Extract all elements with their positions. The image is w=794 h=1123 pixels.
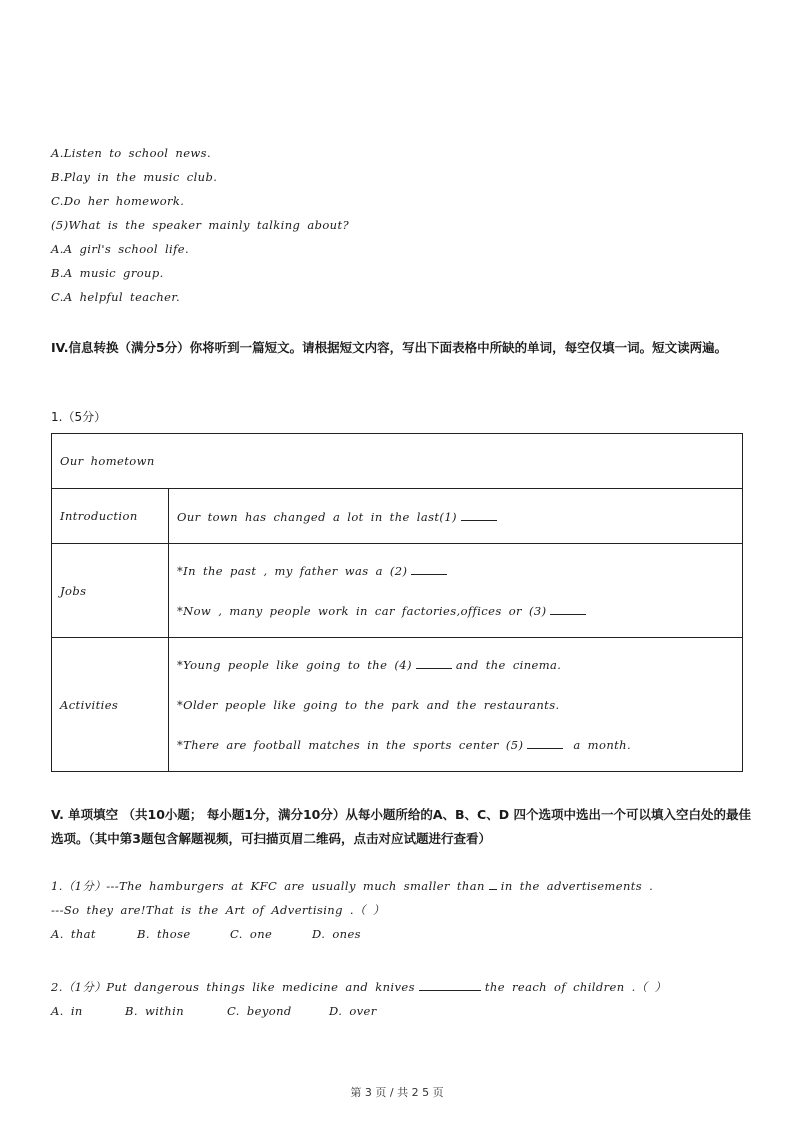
introduction-label: Introduction xyxy=(52,489,169,544)
mcq-2-option-b[interactable]: B. within xyxy=(125,1004,184,1018)
blank-3[interactable] xyxy=(550,602,586,615)
q5-option-b: B.A music group. xyxy=(51,266,164,280)
jobs-label: Jobs xyxy=(52,544,169,638)
page-footer: 第 3 页 / 共 2 5 页 xyxy=(350,1086,444,1099)
mcq-1-option-d[interactable]: D. ones xyxy=(312,927,361,941)
jobs-line-2-text: *Now , many people work in car factories,offices or (3) xyxy=(177,603,547,618)
mcq-2-option-c[interactable]: C. beyond xyxy=(227,1004,292,1018)
mcq-1-option-c[interactable]: C. one xyxy=(230,927,273,941)
jobs-line-1 xyxy=(177,551,734,591)
blank-4[interactable] xyxy=(416,656,452,669)
jobs-line-1-text: *In the past , my father was a (2) xyxy=(177,563,408,578)
activities-line-1-end: and the cinema. xyxy=(455,657,562,672)
mcq-2-line-1 xyxy=(51,978,667,995)
introduction-cell xyxy=(169,489,743,544)
option-a-prev: A.Listen to school news. xyxy=(51,146,212,160)
mcq-2-stem: 2.（1分）Put dangerous things like medicine and knives xyxy=(51,980,415,994)
section-4-question-label: 1.（5分） xyxy=(51,410,107,424)
blank-5[interactable] xyxy=(527,736,563,749)
activities-line-1 xyxy=(177,645,734,685)
q5-option-a: A.A girl's school life. xyxy=(51,242,190,256)
jobs-line-2 xyxy=(177,591,734,631)
section-4-heading: IV.信息转换（满分5分）你将听到一篇短文。请根据短文内容，写出下面表格中所缺的单词，每空仅填一词。短文读两遍。 xyxy=(51,340,728,355)
q5-option-c: C.A helpful teacher. xyxy=(51,290,181,304)
jobs-cell xyxy=(169,544,743,638)
activities-line-2 xyxy=(177,685,734,725)
option-c-prev: C.Do her homework. xyxy=(51,194,185,208)
mcq-2-stem-end: the reach of children .（ ） xyxy=(484,980,667,994)
activities-label: Activities xyxy=(52,638,169,772)
blank-2[interactable] xyxy=(411,562,447,575)
activities-line-1-text: *Young people like going to the (4) xyxy=(177,657,412,672)
activities-line-3-text: *There are football matches in the sports center (5) xyxy=(177,737,524,752)
mcq-1-line-2: ---So they are!That is the Art of Advertising .（ ） xyxy=(51,903,385,917)
mcq-1-line-1 xyxy=(51,877,653,894)
mcq-1-option-b[interactable]: B. those xyxy=(137,927,191,941)
section-5-heading: V. 单项填空 （共10小题； 每小题1分，满分10分）从每小题所给的A、B、C、D 四个选项中选出一个可以填入空白处的最佳选项。（其中第3题包含解题视频，可扫描页眉二维码，点击对应试题进行查看） xyxy=(51,807,751,846)
mcq-2-option-d[interactable]: D. over xyxy=(329,1004,377,1018)
activities-line-3 xyxy=(177,725,734,765)
activities-cell xyxy=(169,638,743,772)
question-5: (5)What is the speaker mainly talking about? xyxy=(51,218,350,232)
mcq-1-options xyxy=(51,927,361,941)
mcq-2-options xyxy=(51,1004,377,1018)
mcq-1-stem-end: in the advertisements . xyxy=(500,879,654,893)
mcq-1-option-a[interactable]: A. that xyxy=(51,927,96,941)
introduction-text: Our town has changed a lot in the last(1) xyxy=(177,510,457,524)
activities-line-2-text: *Older people like going to the park and the restaurants. xyxy=(177,697,560,712)
mcq-1-blank[interactable] xyxy=(489,877,497,890)
mcq-1-stem: 1.（1分）---The hamburgers at KFC are usually much smaller than xyxy=(51,879,485,893)
hometown-table xyxy=(51,433,743,772)
activities-line-3-end: a month. xyxy=(573,737,632,752)
option-b-prev: B.Play in the music club. xyxy=(51,170,218,184)
table-title: Our hometown xyxy=(52,434,743,489)
mcq-2-blank[interactable] xyxy=(419,978,481,991)
blank-1[interactable] xyxy=(461,508,497,521)
mcq-2-option-a[interactable]: A. in xyxy=(51,1004,83,1018)
